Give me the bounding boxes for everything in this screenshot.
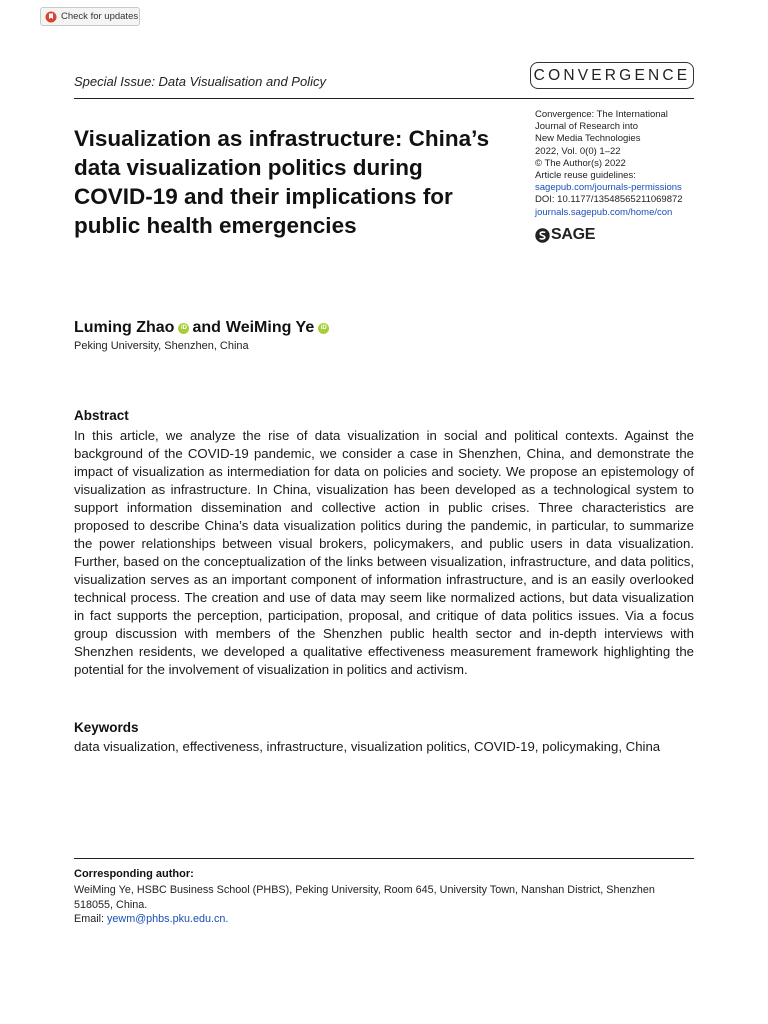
doi-line: DOI: 10.1177/13548565211069872 bbox=[535, 194, 683, 206]
author-line bbox=[74, 319, 332, 337]
sage-logo bbox=[535, 226, 595, 244]
author-name: Luming Zhao bbox=[74, 319, 175, 336]
journal-info-line: Article reuse guidelines: bbox=[535, 170, 636, 182]
copyright-line: © The Author(s) 2022 bbox=[535, 157, 626, 169]
author-name: WeiMing Ye bbox=[225, 319, 315, 336]
journal-info-line: 2022, Vol. 0(0) 1–22 bbox=[535, 145, 621, 157]
orcid-icon[interactable]: iD bbox=[178, 323, 189, 334]
footnote-divider bbox=[74, 858, 694, 859]
journal-logo: CONVERGENCE bbox=[530, 62, 694, 89]
abstract-heading: Abstract bbox=[74, 408, 129, 423]
sage-s-icon bbox=[535, 228, 550, 243]
email-label: Email: bbox=[74, 913, 104, 925]
article-title: Visualization as infrastructure: China’s data visualization politics during COVID-19 and their implications for public health emergencies bbox=[74, 126, 490, 238]
keywords-text: data visualization, effectiveness, infrastructure, visualization politics, COVID-19, policymaking, China bbox=[74, 739, 661, 754]
journal-info-line: New Media Technologies bbox=[535, 133, 641, 145]
email-link[interactable]: yewm@phbs.pku.edu.cn. bbox=[107, 913, 229, 925]
check-for-updates-label: Check for updates bbox=[61, 11, 139, 22]
journal-info bbox=[535, 109, 705, 219]
author-conjunction: and bbox=[192, 319, 221, 336]
journal-info-line: Journal of Research into bbox=[535, 121, 638, 133]
corresponding-author-email bbox=[74, 913, 228, 925]
affiliation: Peking University, Shenzhen, China bbox=[74, 340, 249, 352]
journal-home-link[interactable]: journals.sagepub.com/home/con bbox=[535, 206, 673, 218]
corresponding-author-heading: Corresponding author: bbox=[74, 868, 194, 880]
crossmark-icon bbox=[45, 11, 57, 23]
header-divider bbox=[74, 98, 694, 99]
check-for-updates-button[interactable] bbox=[40, 7, 140, 26]
sage-logo-text: SAGE bbox=[551, 226, 596, 243]
journal-info-line: Convergence: The International bbox=[535, 109, 668, 120]
special-issue-label: Special Issue: Data Visualisation and Policy bbox=[74, 74, 326, 89]
keywords-heading: Keywords bbox=[74, 720, 139, 735]
orcid-icon[interactable]: iD bbox=[318, 323, 329, 334]
abstract-text: In this article, we analyze the rise of data visualization in social and political contexts. Against the background of the COVID-19 pandemic, we consider a case in Shenzhen, China, and demonstrate the impact of visualization as intermediation for data on policies and society. We propose an epistemology of visualization as infrastructure. In China, visualization has been developed as a technological system to support information dissemination and collective action in public crises. Three characteristics are proposed to describe China’s data visualization politics during the pandemic, in particular, to summarize the power relationships between visual brokers, policymakers, and public users in data visualization. Further, based on the conceptualization of the links between visualization, infrastructure, and data politics, visualization serves as an important component of information infrastructure, and is an easily overlooked technical process. The creation and use of data may seem like normalized actions, but data visualization in fact supports the perception, participation, proposal, and critique of data politics issues. Via a focus group discussion with members of the Shenzhen public health sector and in-depth interviews with Shenzhen residents, we developed a qualitative effectiveness measurement framework highlighting the potential for the involvement of visualization in politics and activism. bbox=[74, 428, 694, 677]
corresponding-author-address: WeiMing Ye, HSBC Business School (PHBS), Peking University, Room 645, University Town, Nanshan District, Shenzhen 518055, China. bbox=[74, 884, 655, 911]
permissions-link[interactable]: sagepub.com/journals-permissions bbox=[535, 182, 682, 194]
